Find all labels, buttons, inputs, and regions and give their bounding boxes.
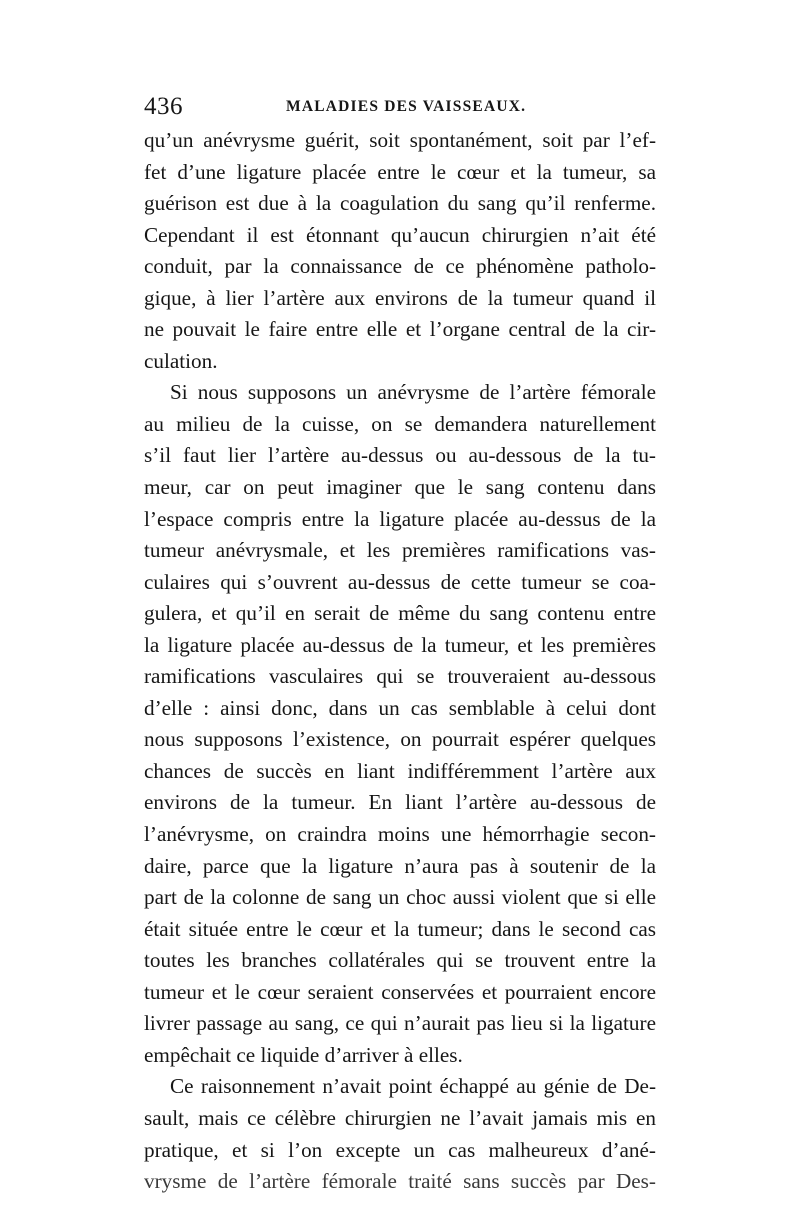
text-line: vrysme de l’artère fémorale traité sans succès par Des- xyxy=(144,1169,656,1194)
text-line: s’il faut lier l’artère au-dessus ou au-dessous de la tu- xyxy=(144,443,656,468)
paragraph-start-line: Si nous supposons un anévrysme de l’artère fémorale xyxy=(170,380,656,405)
running-header xyxy=(144,92,664,122)
text-line: gique, à lier l’artère aux environs de la tumeur quand il xyxy=(144,285,656,310)
text-line: toutes les branches collatérales qui se trouvent entre la xyxy=(144,948,656,973)
text-line: gulera, et qu’il en serait de même du sang contenu entre xyxy=(144,601,656,626)
page-number: 436 xyxy=(144,93,183,120)
text-line: guérison est due à la coagulation du sang qu’il renferme. xyxy=(144,191,656,216)
text-line: chances de succès en liant indifféremment l’artère aux xyxy=(144,758,656,783)
text-line: part de la colonne de sang un choc aussi violent que si elle xyxy=(144,885,656,910)
text-line: empêchait ce liquide d’arriver à elles. xyxy=(144,1042,463,1067)
text-line: qu’un anévrysme guérit, soit spontanément, soit par l’ef- xyxy=(144,128,656,152)
text-line: l’anévrysme, on craindra moins une hémorrhagie secon- xyxy=(144,822,656,847)
text-line: ne pouvait le faire entre elle et l’organe central de la cir- xyxy=(144,317,656,342)
text-line: culation. xyxy=(144,348,218,373)
text-line: d’elle : ainsi donc, dans un cas semblable à celui dont xyxy=(144,695,656,720)
text-line: conduit, par la connaissance de ce phénomène patholo- xyxy=(144,254,656,279)
text-line: était située entre le cœur et la tumeur; dans le second cas xyxy=(144,916,656,941)
text-line: au milieu de la cuisse, on se demandera naturellement xyxy=(144,411,656,436)
paragraph-start-line: Ce raisonnement n’avait point échappé au génie de De- xyxy=(170,1074,656,1099)
text-line: sault, mais ce célèbre chirurgien ne l’avait jamais mis en xyxy=(144,1105,656,1130)
text-line: Cependant il est étonnant qu’aucun chirurgien n’ait été xyxy=(144,222,656,247)
text-line: tumeur anévrysmale, et les premières ramifications vas- xyxy=(144,538,656,563)
text-line: tumeur et le cœur seraient conservées et pourraient encore xyxy=(144,979,656,1004)
text-line: l’espace compris entre la ligature placée au-dessus de la xyxy=(144,506,656,531)
text-line: culaires qui s’ouvrent au-dessus de cette tumeur se coa- xyxy=(144,569,656,594)
text-line: livrer passage au sang, ce qui n’aurait pas lieu si la ligature xyxy=(144,1011,656,1036)
text-line: environs de la tumeur. En liant l’artère au-dessous de xyxy=(144,790,656,815)
text-line: nous supposons l’existence, on pourrait espérer quelques xyxy=(144,727,656,752)
text-line: meur, car on peut imaginer que le sang contenu dans xyxy=(144,475,656,500)
body-text xyxy=(144,125,656,1198)
text-line: fet d’une ligature placée entre le cœur et la tumeur, sa xyxy=(144,159,656,184)
text-line: daire, parce que la ligature n’aura pas à soutenir de la xyxy=(144,853,656,878)
running-title: MALADIES DES VAISSEAUX. xyxy=(286,98,527,115)
text-line: ramifications vasculaires qui se trouveraient au-dessous xyxy=(144,664,656,689)
text-line: pratique, et si l’on excepte un cas malheureux d’ané- xyxy=(144,1137,656,1162)
text-line: la ligature placée au-dessus de la tumeur, et les premières xyxy=(144,632,656,657)
